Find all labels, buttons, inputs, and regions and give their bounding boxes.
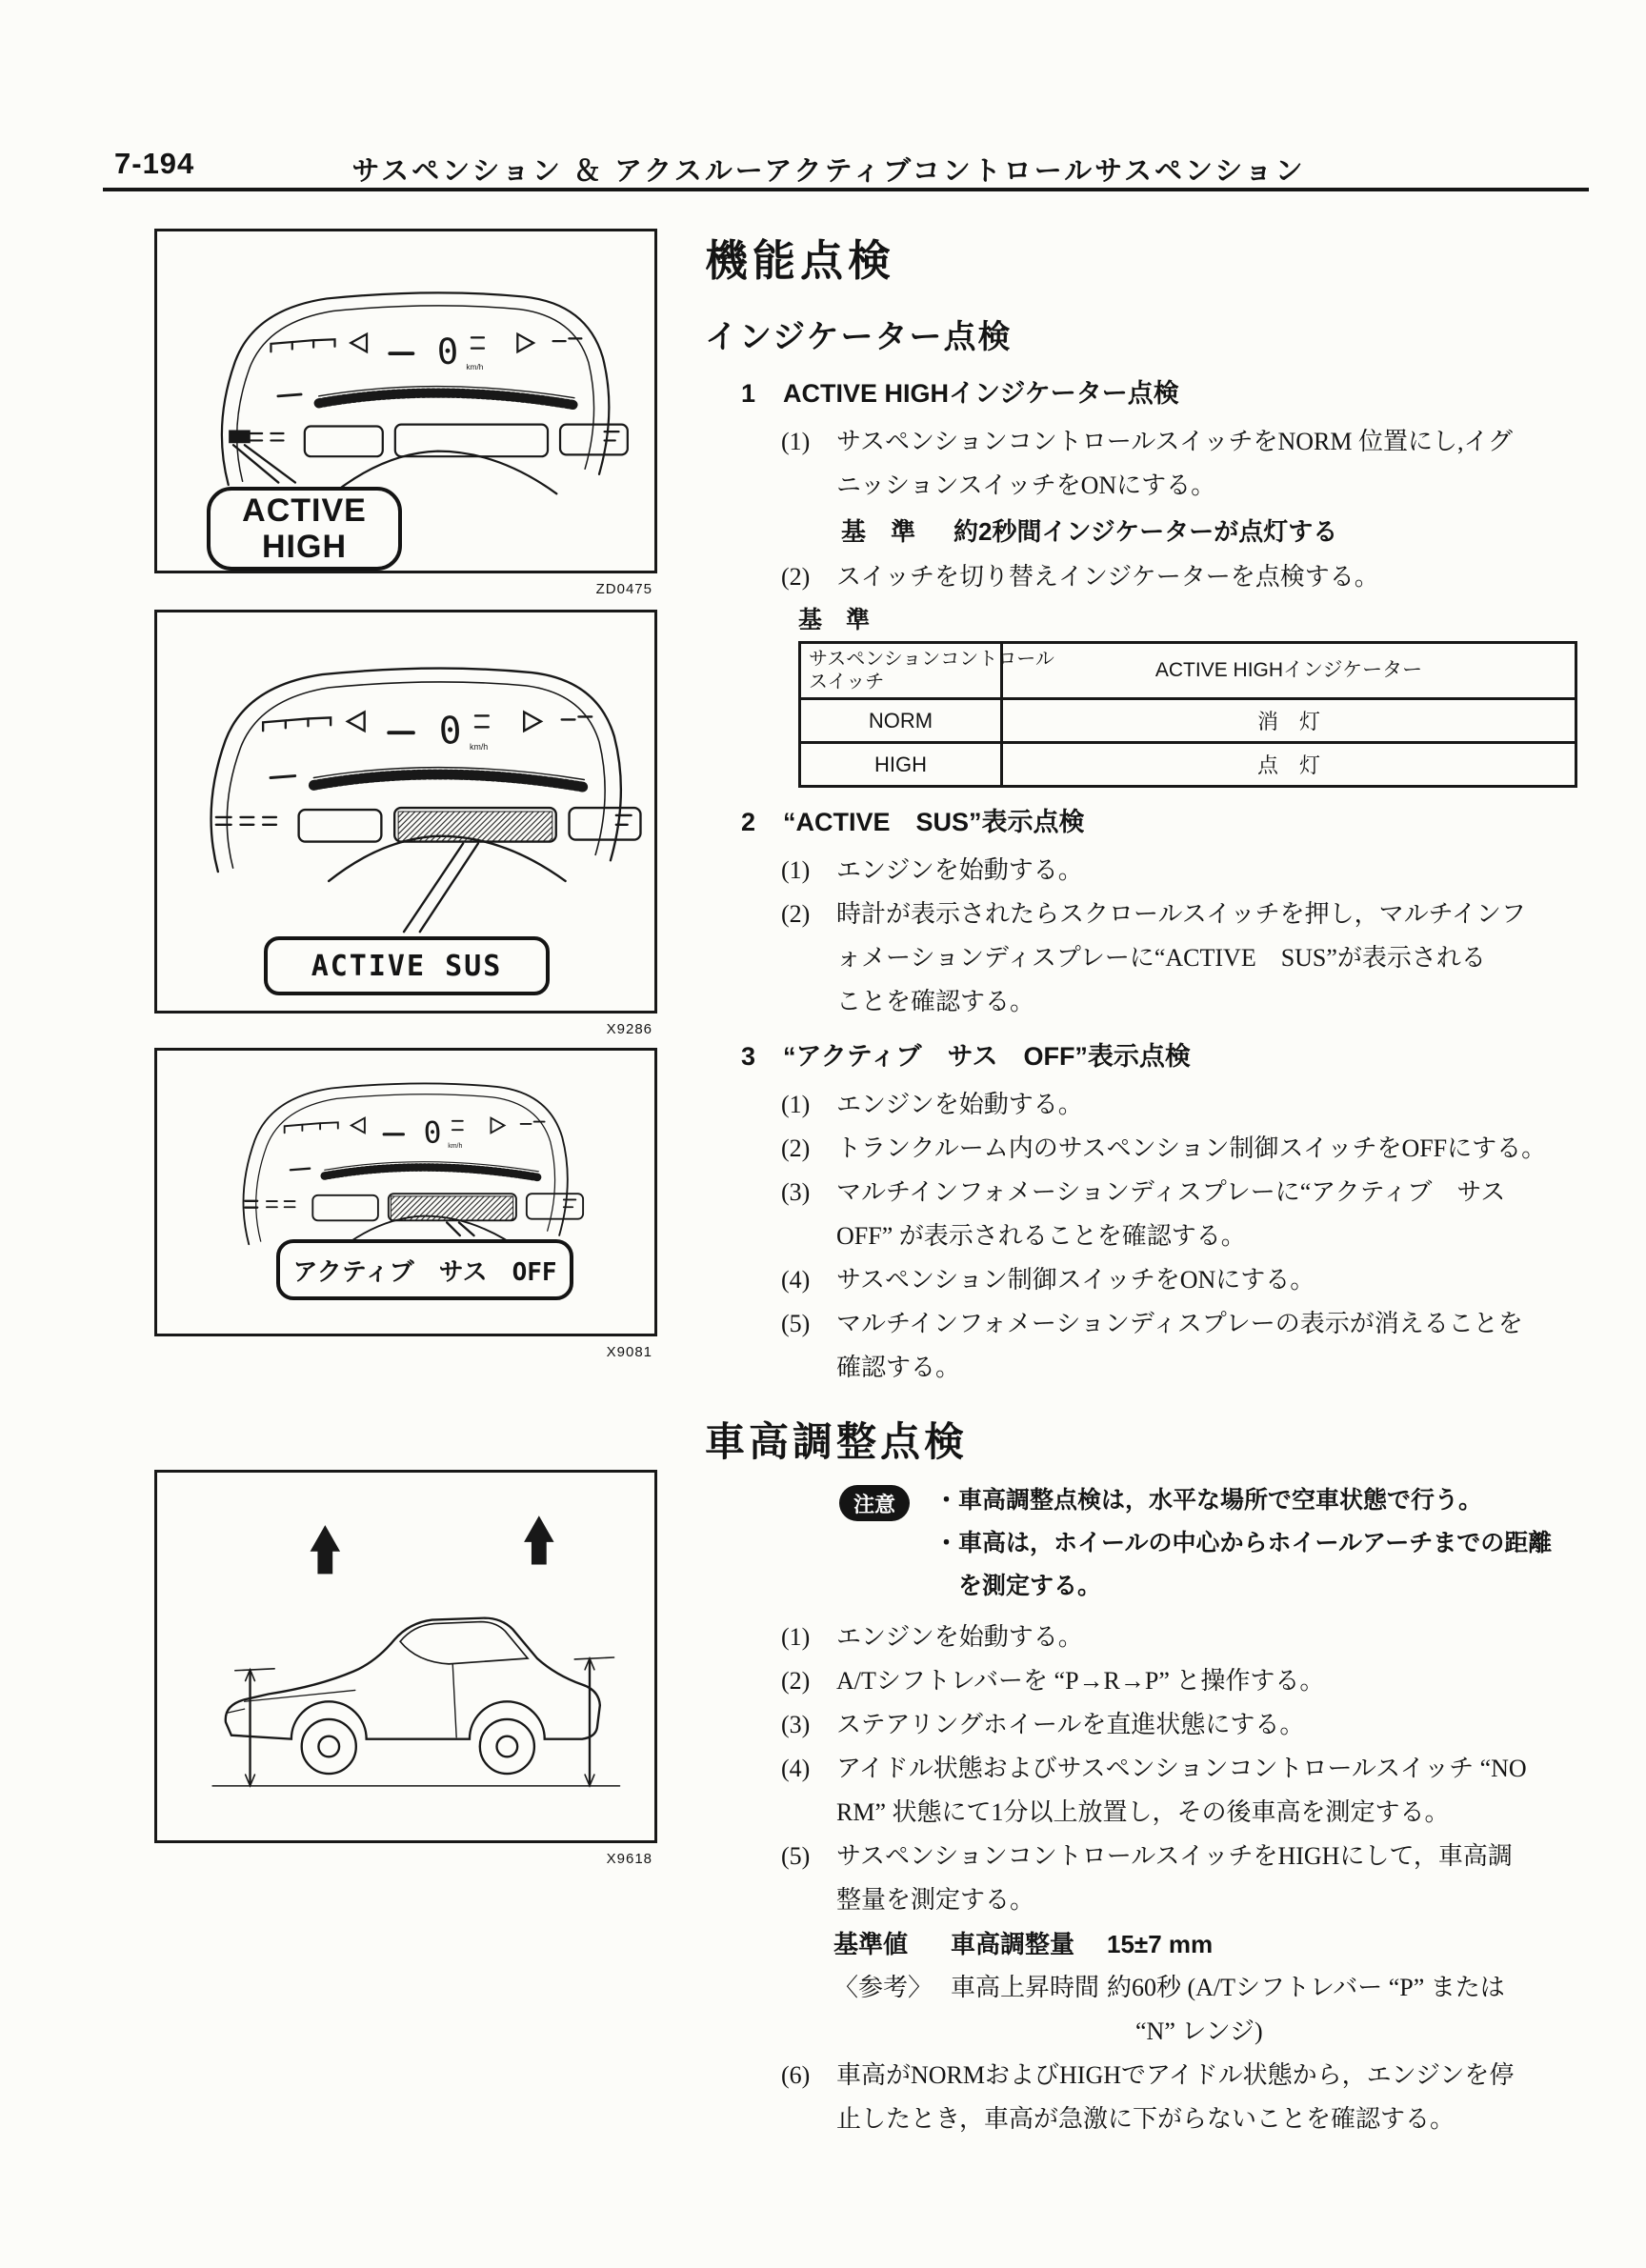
- table-row: [800, 699, 1576, 743]
- active-sus-callout: [264, 936, 550, 995]
- step: [781, 1083, 1596, 1127]
- figure-vehicle-height-measurement: [154, 1470, 657, 1867]
- section-title-height-check: 車高調整点検: [705, 1419, 969, 1464]
- step-text: サスペンション制御スイッチをONにする。: [836, 1266, 1315, 1294]
- figure-active-sus-off-display: [154, 1048, 657, 1360]
- step-text: A/Tシフトレバーを “P→R→P” と操作する。: [836, 1667, 1325, 1695]
- item-number: 2: [741, 808, 756, 836]
- figure-active-high-indicator: [154, 229, 657, 597]
- step-number: (6): [781, 2061, 811, 2089]
- table-cell: HIGH: [800, 743, 1002, 787]
- up-arrow-icon: [311, 1525, 341, 1574]
- front-wheel: [302, 1719, 356, 1774]
- step-number: (1): [781, 856, 811, 884]
- figure-active-sus-display: [154, 610, 657, 1037]
- step: [781, 849, 1596, 893]
- step-number: (1): [781, 428, 811, 455]
- step-text: ステアリングホイールを直進状態にする。: [836, 1711, 1305, 1738]
- step: [781, 1171, 1596, 1258]
- figure-code: X9081: [606, 1344, 652, 1360]
- step: [781, 1616, 1596, 1659]
- step-number: (1): [781, 1091, 811, 1118]
- step-number: (2): [781, 563, 811, 591]
- step-number: (4): [781, 1755, 811, 1782]
- step-text: アイドル状態およびサスペンションコントロールスイッチ “NO RM” 状態にて1分以上放置し，その後車高を測定する。: [836, 1755, 1527, 1826]
- reference-line: [833, 1966, 1596, 2054]
- step: [781, 1747, 1596, 1835]
- main-content: [705, 214, 1596, 2141]
- standard-line: [841, 510, 1596, 553]
- active-high-label-line2: HIGH: [262, 529, 347, 565]
- standard-label: 基準値: [833, 1930, 909, 1958]
- step: [781, 893, 1596, 1024]
- step: [781, 1258, 1596, 1302]
- step-text: エンジンを始動する。: [836, 1091, 1083, 1118]
- multi-information-display-highlight: [391, 1196, 512, 1220]
- standard-value: 約2秒間インジケーターが点灯する: [953, 517, 1338, 546]
- table-header-cell: ACTIVE HIGHインジケーター: [1002, 643, 1576, 699]
- figure-code: X9618: [606, 1851, 652, 1867]
- figure-code: ZD0475: [595, 581, 652, 597]
- standard-name: 車高調整量: [951, 1930, 1075, 1958]
- front-measure-line: [235, 1669, 274, 1786]
- callout-leader-lines: [233, 445, 295, 482]
- table-header-row: [800, 643, 1576, 699]
- car-side-view-drawing: [157, 1473, 654, 1840]
- step-text: エンジンを始動する。: [836, 856, 1083, 884]
- step-number: (2): [781, 1134, 811, 1162]
- header-rule: [103, 188, 1589, 191]
- reference-label: 〈参考〉: [833, 1974, 933, 2001]
- multi-information-display-highlight: [398, 812, 552, 842]
- table-cell: NORM: [800, 699, 1002, 743]
- subsection-title-indicator-check: インジケーター点検: [705, 319, 1013, 355]
- section-title-function-check: 機能点検: [705, 236, 896, 285]
- item-number: 1: [741, 379, 756, 408]
- step-text: サスペンションコントロールスイッチをHIGHにして，車高調 整量を測定する。: [836, 1842, 1513, 1914]
- step-number: (2): [781, 900, 811, 928]
- figure-code: X9286: [606, 1021, 652, 1037]
- step-text: マルチインフォメーションディスプレーに“アクティブ サス OFF” が表示されることを確認する。: [836, 1178, 1506, 1250]
- spec-table: [798, 641, 1577, 788]
- table-row: [800, 743, 1576, 787]
- step-number: (5): [781, 1310, 811, 1337]
- step-text: サスペンションコントロールスイッチをNORM 位置にし,イグ ニッションスイッチをONにする。: [836, 428, 1513, 499]
- step: [781, 420, 1596, 508]
- page-number: 7-194: [114, 147, 195, 180]
- active-sus-off-label: アクティブ サス OFF: [292, 1257, 557, 1287]
- cluster-left-marks: [216, 817, 231, 825]
- standard-label: 基 準: [841, 517, 916, 546]
- step: [781, 1127, 1596, 1171]
- step: [781, 1302, 1596, 1390]
- car-headlight-line: [228, 1709, 245, 1713]
- standard-value: 15±7 mm: [1107, 1930, 1214, 1958]
- car-body-outline: [226, 1618, 600, 1739]
- reference-name: 車高上昇時間: [951, 1974, 1100, 2001]
- active-high-indicator-mark: [229, 430, 251, 443]
- item-number: 3: [741, 1042, 756, 1071]
- active-high-label-line1: ACTIVE: [242, 492, 367, 529]
- step-number: (1): [781, 1623, 811, 1651]
- car-window-line: [400, 1622, 528, 1664]
- table-label: 基 準: [798, 607, 871, 633]
- step-text: エンジンを始動する。: [836, 1623, 1083, 1651]
- up-arrow-icon: [524, 1515, 554, 1564]
- item3-heading: [741, 1035, 1596, 1077]
- standard-value-line: [833, 1922, 1596, 1966]
- step-number: (3): [781, 1178, 811, 1206]
- active-high-callout: [207, 487, 402, 571]
- step: [781, 1703, 1596, 1747]
- step: [781, 555, 1596, 599]
- header-title: サスペンション ＆ アクスルーアクティブコントロールサスペンション: [351, 156, 1306, 187]
- step-text: 時計が表示されたらスクロールスイッチを押し，マルチインフ ォメーションディスプレーに“ACTIVE SUS”が表示される ことを確認する。: [836, 900, 1526, 1015]
- caution-badge: 注意: [839, 1485, 910, 1521]
- reference-text: 約60秒 (A/Tシフトレバー “P” または “N” レンジ): [1107, 1974, 1505, 2045]
- table-cell: 消 灯: [1002, 699, 1576, 743]
- active-sus-off-callout: [276, 1239, 573, 1300]
- item2-heading: [741, 801, 1596, 843]
- callout-leader-lines: [447, 1222, 473, 1235]
- step-text: スイッチを切り替えインジケーターを点検する。: [836, 563, 1379, 591]
- active-sus-label: ACTIVE SUS: [311, 949, 503, 983]
- item1-heading: [741, 372, 1596, 414]
- step-number: (3): [781, 1711, 811, 1738]
- caution-text: ・車高調整点検は，水平な場所で空車状態で行う。 ・車高は，ホイールの中心からホイールアーチまでの距離 を測定する。: [934, 1487, 1553, 1599]
- step-number: (4): [781, 1266, 811, 1294]
- item-title: “アクティブ サス OFF”表示点検: [783, 1042, 1191, 1071]
- step: [781, 1659, 1596, 1703]
- step: [781, 1835, 1596, 1922]
- car-door-line: [452, 1664, 456, 1737]
- step-number: (5): [781, 1842, 811, 1870]
- rear-wheel: [480, 1719, 534, 1774]
- rear-measure-line: [574, 1657, 613, 1786]
- callout-leader-lines: [404, 844, 478, 933]
- caution-block: [839, 1479, 1596, 1608]
- step-text: 車高がNORMおよびHIGHでアイドル状態から，エンジンを停 止したとき，車高が急激に下がらないことを確認する。: [836, 2061, 1515, 2133]
- item-title: “ACTIVE SUS”表示点検: [783, 808, 1085, 836]
- step-number: (2): [781, 1667, 811, 1695]
- table-header-cell: サスペンションコントロール スイッチ: [800, 643, 1002, 699]
- item-title: ACTIVE HIGHインジケーター点検: [783, 379, 1179, 408]
- table-cell: 点 灯: [1002, 743, 1576, 787]
- step-text: マルチインフォメーションディスプレーの表示が消えることを 確認する。: [836, 1310, 1523, 1381]
- step: [781, 2054, 1596, 2141]
- step-text: トランクルーム内のサスペンション制御スイッチをOFFにする。: [836, 1134, 1547, 1162]
